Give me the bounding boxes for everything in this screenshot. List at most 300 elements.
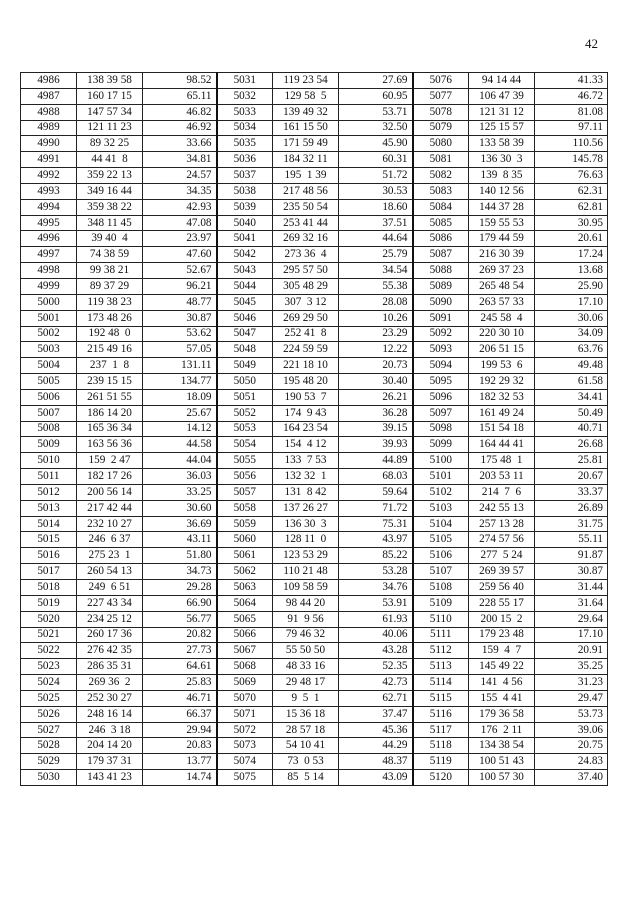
row-id: 5087 <box>413 247 469 263</box>
row-id: 5055 <box>217 453 273 469</box>
value-cell: 41.33 <box>535 73 608 89</box>
row-id: 4987 <box>21 88 77 104</box>
coordinate-cell: 160 17 15 <box>77 88 143 104</box>
row-id: 5012 <box>21 484 77 500</box>
value-cell: 34.35 <box>143 183 217 199</box>
row-id: 5086 <box>413 231 469 247</box>
value-cell: 40.06 <box>339 627 413 643</box>
value-cell: 30.06 <box>535 310 608 326</box>
value-cell: 37.47 <box>339 706 413 722</box>
coordinate-cell: 125 15 57 <box>469 120 535 136</box>
value-cell: 53.62 <box>143 326 217 342</box>
row-id: 5110 <box>413 611 469 627</box>
coordinate-cell: 277 5 24 <box>469 548 535 564</box>
value-cell: 42.93 <box>143 199 217 215</box>
table-row <box>21 136 608 152</box>
coordinate-cell: 179 23 48 <box>469 627 535 643</box>
row-id: 5007 <box>21 405 77 421</box>
value-cell: 43.97 <box>339 532 413 548</box>
value-cell: 44.04 <box>143 453 217 469</box>
coordinate-cell: 110 21 48 <box>273 564 339 580</box>
row-id: 4997 <box>21 247 77 263</box>
value-cell: 24.57 <box>143 168 217 184</box>
value-cell: 48.77 <box>143 294 217 310</box>
row-id: 5098 <box>413 421 469 437</box>
coordinate-cell: 171 59 49 <box>273 136 339 152</box>
value-cell: 33.37 <box>535 484 608 500</box>
row-id: 4986 <box>21 73 77 89</box>
row-id: 5090 <box>413 294 469 310</box>
table-row <box>21 738 608 754</box>
table-row <box>21 627 608 643</box>
coordinate-cell: 249 6 51 <box>77 580 143 596</box>
coordinate-cell: 269 36 2 <box>77 675 143 691</box>
value-cell: 17.10 <box>535 294 608 310</box>
value-cell: 23.29 <box>339 326 413 342</box>
coordinate-cell: 265 48 54 <box>469 278 535 294</box>
coordinate-table <box>20 72 608 786</box>
row-id: 5081 <box>413 152 469 168</box>
row-id: 5048 <box>217 342 273 358</box>
value-cell: 30.53 <box>339 183 413 199</box>
coordinate-cell: 119 38 23 <box>77 294 143 310</box>
value-cell: 34.81 <box>143 152 217 168</box>
row-id: 4991 <box>21 152 77 168</box>
coordinate-cell: 161 15 50 <box>273 120 339 136</box>
coordinate-cell: 221 18 10 <box>273 358 339 374</box>
row-id: 5120 <box>413 770 469 786</box>
value-cell: 131.11 <box>143 358 217 374</box>
row-id: 5102 <box>413 484 469 500</box>
row-id: 5101 <box>413 469 469 485</box>
row-id: 5061 <box>217 548 273 564</box>
coordinate-cell: 48 33 16 <box>273 659 339 675</box>
row-id: 5057 <box>217 484 273 500</box>
row-id: 4993 <box>21 183 77 199</box>
value-cell: 46.92 <box>143 120 217 136</box>
value-cell: 36.03 <box>143 469 217 485</box>
row-id: 4995 <box>21 215 77 231</box>
coordinate-cell: 246 6 37 <box>77 532 143 548</box>
value-cell: 27.69 <box>339 73 413 89</box>
value-cell: 60.31 <box>339 152 413 168</box>
value-cell: 14.12 <box>143 421 217 437</box>
row-id: 5058 <box>217 500 273 516</box>
coordinate-cell: 9 5 1 <box>273 690 339 706</box>
row-id: 5053 <box>217 421 273 437</box>
value-cell: 37.51 <box>339 215 413 231</box>
value-cell: 49.48 <box>535 358 608 374</box>
table-row <box>21 342 608 358</box>
row-id: 5023 <box>21 659 77 675</box>
row-id: 5020 <box>21 611 77 627</box>
table-row <box>21 690 608 706</box>
coordinate-cell: 136 30 3 <box>469 152 535 168</box>
table-row <box>21 770 608 786</box>
row-id: 5084 <box>413 199 469 215</box>
row-id: 5092 <box>413 326 469 342</box>
table-row <box>21 722 608 738</box>
value-cell: 55.11 <box>535 532 608 548</box>
coordinate-cell: 44 41 8 <box>77 152 143 168</box>
row-id: 5050 <box>217 374 273 390</box>
table-body <box>21 73 608 786</box>
value-cell: 62.31 <box>535 183 608 199</box>
row-id: 5095 <box>413 374 469 390</box>
value-cell: 46.82 <box>143 104 217 120</box>
coordinate-cell: 252 41 8 <box>273 326 339 342</box>
value-cell: 31.23 <box>535 675 608 691</box>
coordinate-cell: 232 10 27 <box>77 516 143 532</box>
row-id: 5066 <box>217 627 273 643</box>
value-cell: 29.64 <box>535 611 608 627</box>
coordinate-cell: 261 51 55 <box>77 389 143 405</box>
coordinate-cell: 154 4 12 <box>273 437 339 453</box>
table-row <box>21 120 608 136</box>
value-cell: 39.06 <box>535 722 608 738</box>
coordinate-cell: 119 23 54 <box>273 73 339 89</box>
value-cell: 98.52 <box>143 73 217 89</box>
table-row <box>21 152 608 168</box>
row-id: 5074 <box>217 754 273 770</box>
value-cell: 44.58 <box>143 437 217 453</box>
row-id: 5039 <box>217 199 273 215</box>
value-cell: 60.95 <box>339 88 413 104</box>
value-cell: 46.72 <box>535 88 608 104</box>
table-row <box>21 516 608 532</box>
value-cell: 44.89 <box>339 453 413 469</box>
coordinate-cell: 98 44 20 <box>273 595 339 611</box>
coordinate-cell: 29 48 17 <box>273 675 339 691</box>
coordinate-cell: 276 42 35 <box>77 643 143 659</box>
row-id: 5071 <box>217 706 273 722</box>
row-id: 5068 <box>217 659 273 675</box>
value-cell: 134.77 <box>143 374 217 390</box>
table-row <box>21 183 608 199</box>
value-cell: 44.64 <box>339 231 413 247</box>
row-id: 5117 <box>413 722 469 738</box>
row-id: 5118 <box>413 738 469 754</box>
coordinate-cell: 217 48 56 <box>273 183 339 199</box>
row-id: 5041 <box>217 231 273 247</box>
value-cell: 63.76 <box>535 342 608 358</box>
coordinate-cell: 164 44 41 <box>469 437 535 453</box>
coordinate-cell: 73 0 53 <box>273 754 339 770</box>
table-row <box>21 564 608 580</box>
value-cell: 25.90 <box>535 278 608 294</box>
coordinate-cell: 141 4 56 <box>469 675 535 691</box>
coordinate-cell: 99 38 21 <box>77 263 143 279</box>
value-cell: 44.29 <box>339 738 413 754</box>
row-id: 5051 <box>217 389 273 405</box>
row-id: 5093 <box>413 342 469 358</box>
value-cell: 26.21 <box>339 389 413 405</box>
value-cell: 61.58 <box>535 374 608 390</box>
coordinate-cell: 359 22 13 <box>77 168 143 184</box>
value-cell: 20.73 <box>339 358 413 374</box>
row-id: 5038 <box>217 183 273 199</box>
row-id: 5016 <box>21 548 77 564</box>
coordinate-cell: 106 47 39 <box>469 88 535 104</box>
coordinate-cell: 253 41 44 <box>273 215 339 231</box>
coordinate-cell: 274 57 56 <box>469 532 535 548</box>
value-cell: 25.81 <box>535 453 608 469</box>
row-id: 5002 <box>21 326 77 342</box>
value-cell: 62.81 <box>535 199 608 215</box>
coordinate-cell: 216 30 39 <box>469 247 535 263</box>
value-cell: 29.94 <box>143 722 217 738</box>
value-cell: 62.71 <box>339 690 413 706</box>
value-cell: 35.25 <box>535 659 608 675</box>
row-id: 5049 <box>217 358 273 374</box>
value-cell: 23.97 <box>143 231 217 247</box>
coordinate-cell: 199 53 6 <box>469 358 535 374</box>
table-row <box>21 453 608 469</box>
table-row <box>21 215 608 231</box>
table-row <box>21 389 608 405</box>
table-row <box>21 611 608 627</box>
coordinate-cell: 133 58 39 <box>469 136 535 152</box>
value-cell: 29.47 <box>535 690 608 706</box>
coordinate-cell: 192 48 0 <box>77 326 143 342</box>
table-row <box>21 310 608 326</box>
coordinate-cell: 200 15 2 <box>469 611 535 627</box>
row-id: 4990 <box>21 136 77 152</box>
row-id: 5005 <box>21 374 77 390</box>
value-cell: 61.93 <box>339 611 413 627</box>
value-cell: 33.25 <box>143 484 217 500</box>
coordinate-cell: 184 32 11 <box>273 152 339 168</box>
coordinate-cell: 179 37 31 <box>77 754 143 770</box>
coordinate-cell: 121 11 23 <box>77 120 143 136</box>
table-row <box>21 231 608 247</box>
value-cell: 10.26 <box>339 310 413 326</box>
coordinate-cell: 260 54 13 <box>77 564 143 580</box>
coordinate-cell: 165 36 34 <box>77 421 143 437</box>
value-cell: 75.31 <box>339 516 413 532</box>
value-cell: 37.40 <box>535 770 608 786</box>
coordinate-cell: 182 32 53 <box>469 389 535 405</box>
value-cell: 64.61 <box>143 659 217 675</box>
value-cell: 59.64 <box>339 484 413 500</box>
coordinate-cell: 85 5 14 <box>273 770 339 786</box>
coordinate-cell: 145 49 22 <box>469 659 535 675</box>
row-id: 4998 <box>21 263 77 279</box>
value-cell: 14.74 <box>143 770 217 786</box>
coordinate-cell: 217 42 44 <box>77 500 143 516</box>
coordinate-cell: 248 16 14 <box>77 706 143 722</box>
row-id: 5106 <box>413 548 469 564</box>
value-cell: 27.73 <box>143 643 217 659</box>
value-cell: 43.11 <box>143 532 217 548</box>
value-cell: 45.90 <box>339 136 413 152</box>
row-id: 5040 <box>217 215 273 231</box>
value-cell: 25.67 <box>143 405 217 421</box>
row-id: 5003 <box>21 342 77 358</box>
table-row <box>21 263 608 279</box>
coordinate-cell: 195 48 20 <box>273 374 339 390</box>
row-id: 5094 <box>413 358 469 374</box>
row-id: 5083 <box>413 183 469 199</box>
value-cell: 47.08 <box>143 215 217 231</box>
value-cell: 91.87 <box>535 548 608 564</box>
coordinate-cell: 123 53 29 <box>273 548 339 564</box>
coordinate-cell: 269 29 50 <box>273 310 339 326</box>
coordinate-cell: 204 14 20 <box>77 738 143 754</box>
table-row <box>21 358 608 374</box>
coordinate-cell: 159 2 47 <box>77 453 143 469</box>
coordinate-cell: 140 12 56 <box>469 183 535 199</box>
row-id: 5072 <box>217 722 273 738</box>
coordinate-cell: 179 36 58 <box>469 706 535 722</box>
coordinate-cell: 305 48 29 <box>273 278 339 294</box>
value-cell: 47.60 <box>143 247 217 263</box>
table-row <box>21 548 608 564</box>
coordinate-cell: 192 29 32 <box>469 374 535 390</box>
coordinate-cell: 139 8 35 <box>469 168 535 184</box>
row-id: 5001 <box>21 310 77 326</box>
table-row <box>21 500 608 516</box>
row-id: 5011 <box>21 469 77 485</box>
row-id: 5111 <box>413 627 469 643</box>
row-id: 5021 <box>21 627 77 643</box>
row-id: 4988 <box>21 104 77 120</box>
table-row <box>21 278 608 294</box>
coordinate-cell: 195 1 39 <box>273 168 339 184</box>
value-cell: 36.69 <box>143 516 217 532</box>
row-id: 5006 <box>21 389 77 405</box>
table-row <box>21 247 608 263</box>
value-cell: 34.76 <box>339 580 413 596</box>
row-id: 5004 <box>21 358 77 374</box>
value-cell: 68.03 <box>339 469 413 485</box>
value-cell: 53.91 <box>339 595 413 611</box>
row-id: 5063 <box>217 580 273 596</box>
coordinate-cell: 259 56 40 <box>469 580 535 596</box>
coordinate-cell: 134 38 54 <box>469 738 535 754</box>
row-id: 5031 <box>217 73 273 89</box>
table-row <box>21 88 608 104</box>
table-row <box>21 421 608 437</box>
value-cell: 20.75 <box>535 738 608 754</box>
row-id: 5082 <box>413 168 469 184</box>
value-cell: 30.40 <box>339 374 413 390</box>
value-cell: 53.73 <box>535 706 608 722</box>
coordinate-cell: 174 9 43 <box>273 405 339 421</box>
table-row <box>21 469 608 485</box>
value-cell: 81.08 <box>535 104 608 120</box>
value-cell: 43.28 <box>339 643 413 659</box>
value-cell: 30.87 <box>535 564 608 580</box>
coordinate-cell: 348 11 45 <box>77 215 143 231</box>
coordinate-cell: 228 55 17 <box>469 595 535 611</box>
value-cell: 39.15 <box>339 421 413 437</box>
value-cell: 17.10 <box>535 627 608 643</box>
row-id: 5067 <box>217 643 273 659</box>
value-cell: 34.73 <box>143 564 217 580</box>
value-cell: 25.79 <box>339 247 413 263</box>
coordinate-cell: 349 16 44 <box>77 183 143 199</box>
row-id: 4992 <box>21 168 77 184</box>
coordinate-cell: 100 51 43 <box>469 754 535 770</box>
value-cell: 17.24 <box>535 247 608 263</box>
coordinate-cell: 186 14 20 <box>77 405 143 421</box>
coordinate-cell: 179 44 59 <box>469 231 535 247</box>
row-id: 5089 <box>413 278 469 294</box>
row-id: 5043 <box>217 263 273 279</box>
coordinate-cell: 55 50 50 <box>273 643 339 659</box>
value-cell: 18.60 <box>339 199 413 215</box>
coordinate-cell: 275 23 1 <box>77 548 143 564</box>
row-id: 5115 <box>413 690 469 706</box>
value-cell: 34.41 <box>535 389 608 405</box>
row-id: 5024 <box>21 675 77 691</box>
value-cell: 31.75 <box>535 516 608 532</box>
value-cell: 13.68 <box>535 263 608 279</box>
coordinate-cell: 269 32 16 <box>273 231 339 247</box>
coordinate-cell: 100 57 30 <box>469 770 535 786</box>
coordinate-cell: 295 57 50 <box>273 263 339 279</box>
value-cell: 24.83 <box>535 754 608 770</box>
value-cell: 20.61 <box>535 231 608 247</box>
table-row <box>21 326 608 342</box>
value-cell: 52.67 <box>143 263 217 279</box>
row-id: 4994 <box>21 199 77 215</box>
coordinate-cell: 235 50 54 <box>273 199 339 215</box>
coordinate-cell: 159 55 53 <box>469 215 535 231</box>
row-id: 5105 <box>413 532 469 548</box>
row-id: 5103 <box>413 500 469 516</box>
row-id: 5112 <box>413 643 469 659</box>
coordinate-cell: 163 56 36 <box>77 437 143 453</box>
table-row <box>21 754 608 770</box>
value-cell: 31.44 <box>535 580 608 596</box>
table-row <box>21 73 608 89</box>
row-id: 5059 <box>217 516 273 532</box>
value-cell: 52.35 <box>339 659 413 675</box>
value-cell: 26.89 <box>535 500 608 516</box>
table-row <box>21 374 608 390</box>
table-row <box>21 405 608 421</box>
table-row <box>21 199 608 215</box>
value-cell: 110.56 <box>535 136 608 152</box>
row-id: 5085 <box>413 215 469 231</box>
coordinate-cell: 131 8 42 <box>273 484 339 500</box>
coordinate-cell: 200 56 14 <box>77 484 143 500</box>
row-id: 5010 <box>21 453 77 469</box>
row-id: 5019 <box>21 595 77 611</box>
value-cell: 96.21 <box>143 278 217 294</box>
value-cell: 65.11 <box>143 88 217 104</box>
value-cell: 20.83 <box>143 738 217 754</box>
value-cell: 85.22 <box>339 548 413 564</box>
row-id: 5014 <box>21 516 77 532</box>
table-row <box>21 104 608 120</box>
coordinate-cell: 182 17 26 <box>77 469 143 485</box>
value-cell: 51.72 <box>339 168 413 184</box>
coordinate-cell: 307 3 12 <box>273 294 339 310</box>
coordinate-cell: 257 13 28 <box>469 516 535 532</box>
row-id: 5060 <box>217 532 273 548</box>
coordinate-cell: 239 15 15 <box>77 374 143 390</box>
coordinate-cell: 89 32 25 <box>77 136 143 152</box>
coordinate-cell: 237 1 8 <box>77 358 143 374</box>
row-id: 5065 <box>217 611 273 627</box>
row-id: 5113 <box>413 659 469 675</box>
row-id: 5035 <box>217 136 273 152</box>
table-row <box>21 437 608 453</box>
coordinate-cell: 234 25 12 <box>77 611 143 627</box>
